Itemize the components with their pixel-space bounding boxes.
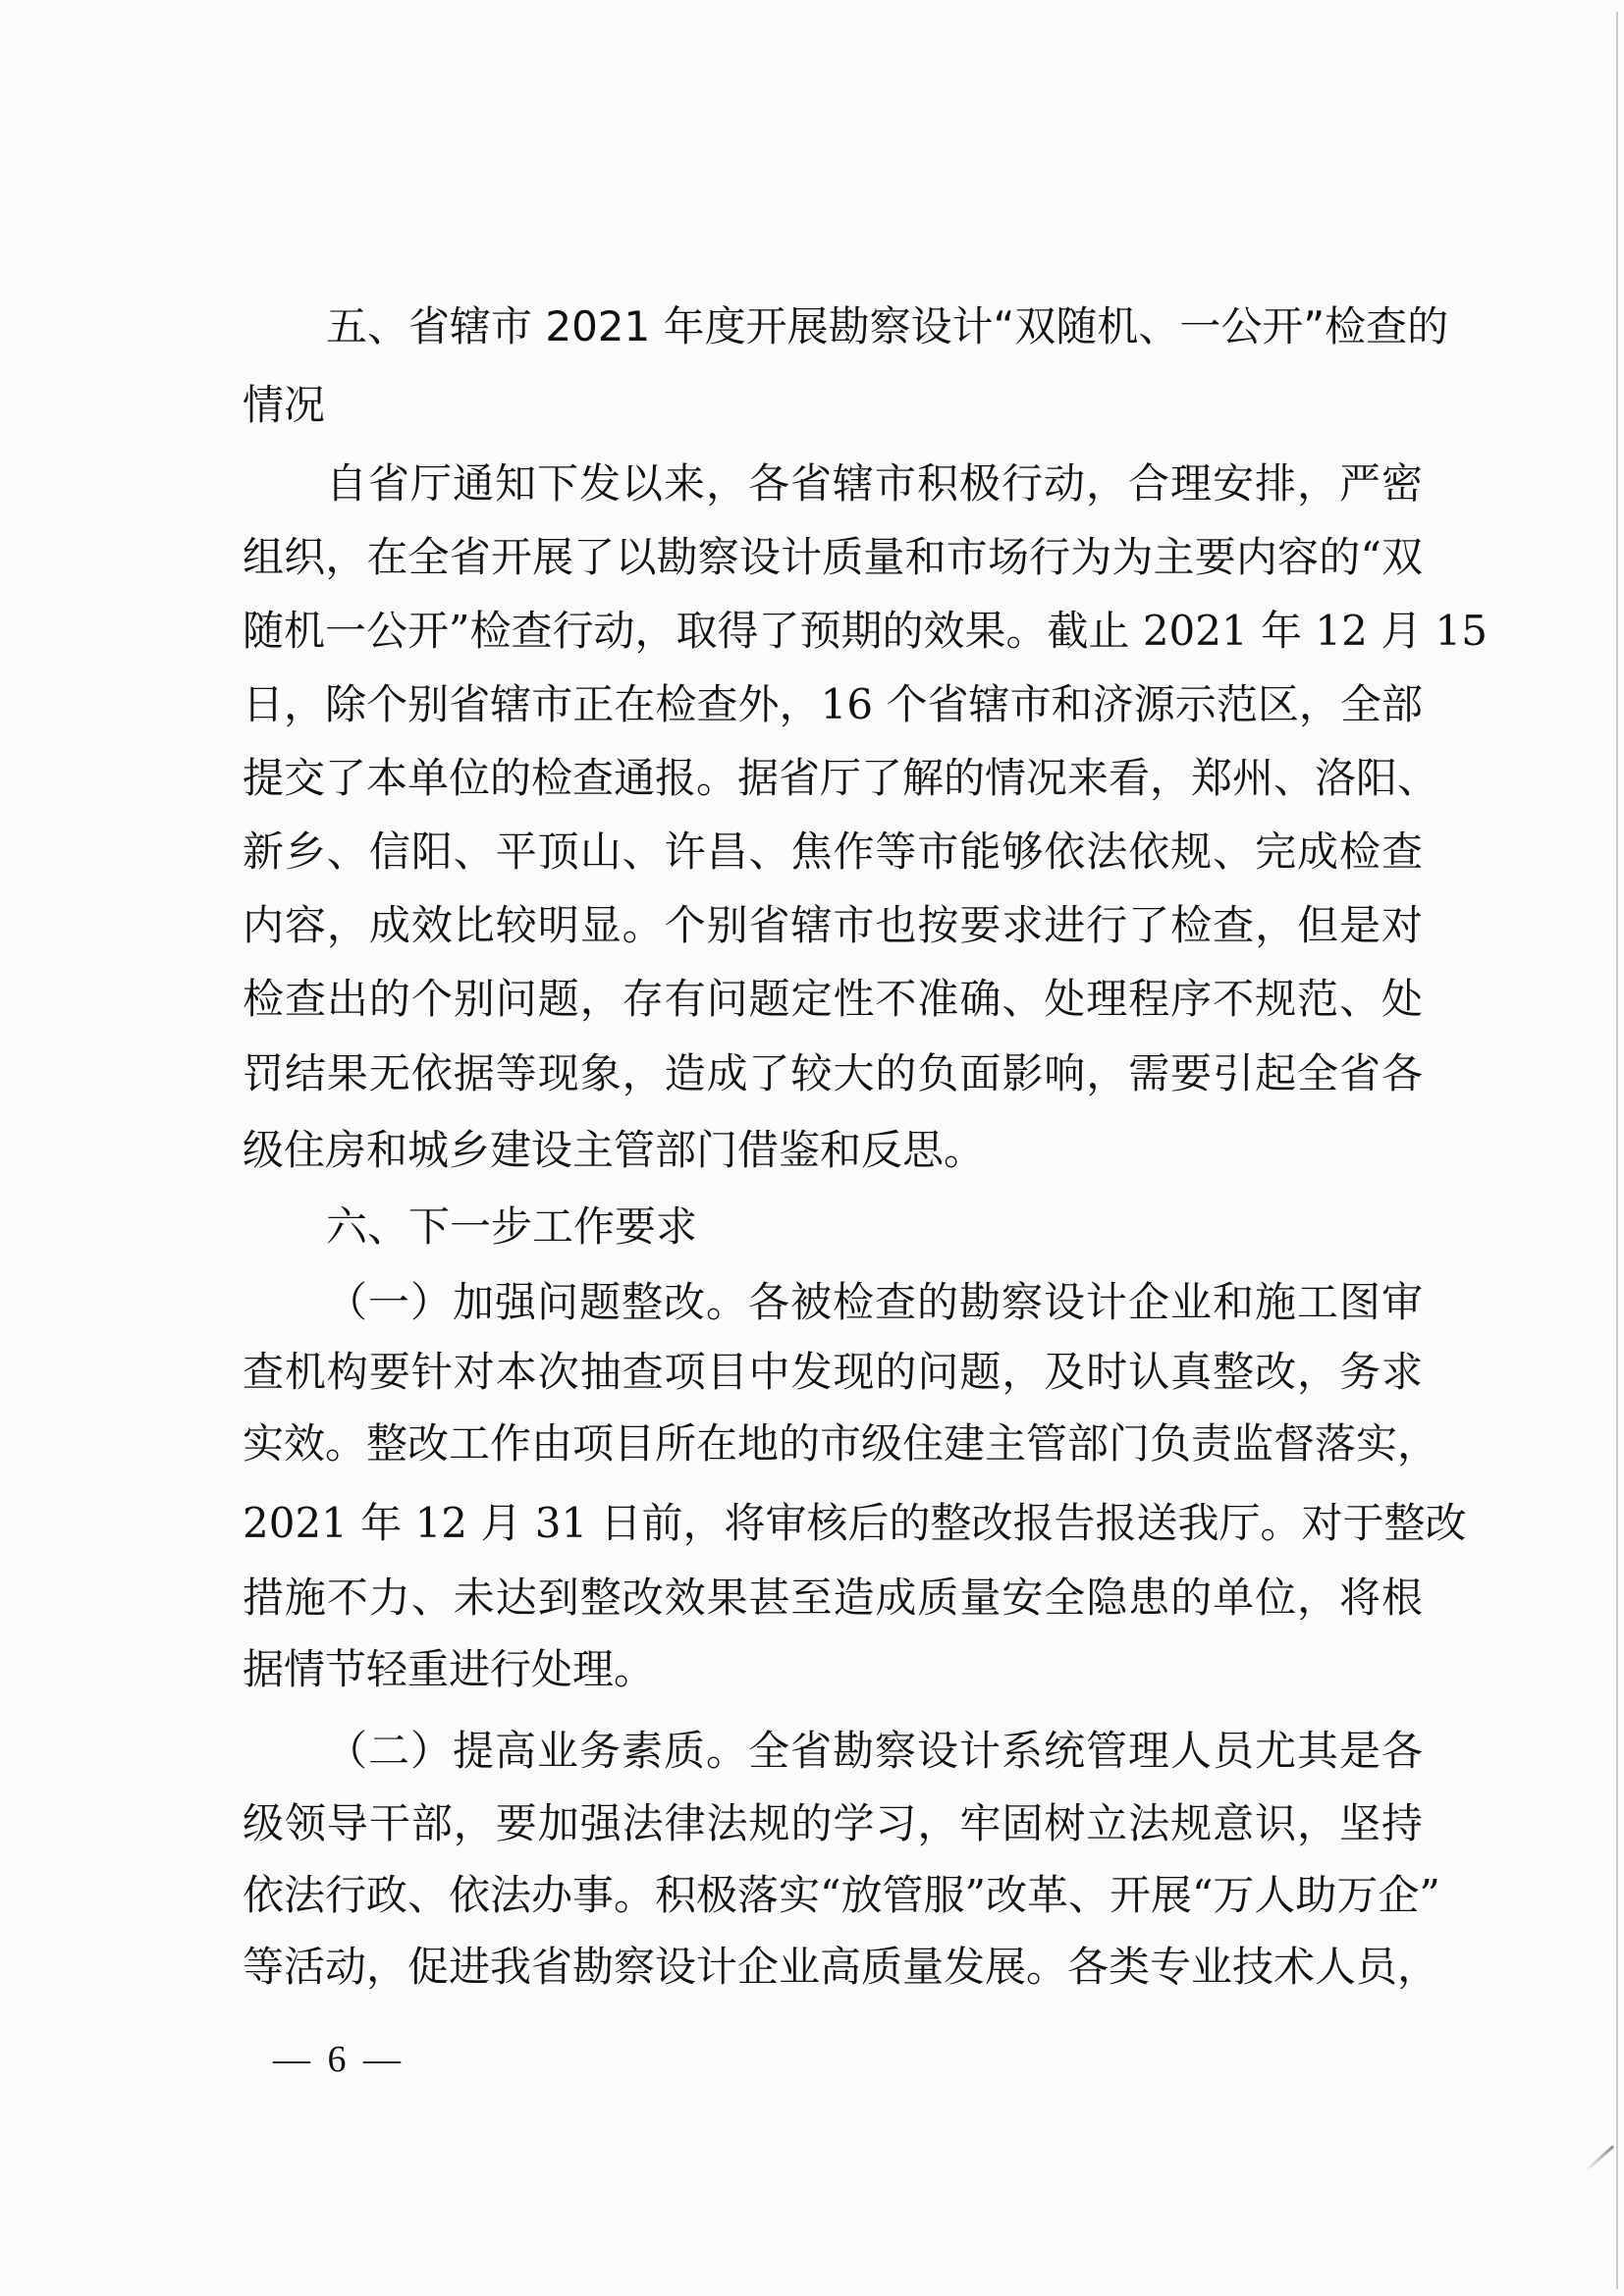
paragraph-line: 提交了本单位的检查通报。据省厅了解的情况来看，郑州、洛阳、 — [243, 754, 1439, 802]
page-edge — [1616, 12, 1618, 2289]
section-5-heading-line-2: 情况 — [243, 381, 326, 429]
paragraph-line: （二）提高业务素质。全省勘察设计系统管理人员尤其是各 — [326, 1727, 1423, 1775]
paragraph-line: 组织，在全省开展了以勘察设计质量和市场行为为主要内容的“双 — [243, 533, 1423, 581]
scan-mark — [1585, 2145, 1614, 2172]
section-6-heading: 六、下一步工作要求 — [326, 1202, 698, 1251]
paragraph-line: 级领导干部，要加强法律法规的学习，牢固树立法规意识，坚持 — [243, 1799, 1423, 1847]
paragraph-line: 日，除个别省辖市正在检查外，16 个省辖市和济源示范区，全部 — [243, 680, 1423, 728]
paragraph-line: 依法行政、依法办事。积极落实“放管服”改革、开展“万人助万企” — [243, 1871, 1440, 1919]
section-5-heading-line-1: 五、省辖市 2021 年度开展勘察设计“双随机、一公开”检查的 — [326, 302, 1449, 350]
paragraph-line: 级住房和城乡建设主管部门借鉴和反思。 — [243, 1126, 986, 1174]
paragraph-line: 查机构要针对本次抽查项目中发现的问题，及时认真整改，务求 — [243, 1348, 1423, 1396]
paragraph-line: 措施不力、未达到整改效果甚至造成质量安全隐患的单位，将根 — [243, 1574, 1423, 1622]
paragraph-line: 据情节轻重进行处理。 — [243, 1645, 656, 1693]
paragraph-line: 2021 年 12 月 31 日前，将审核后的整改报告报送我厅。对于整改 — [243, 1499, 1467, 1547]
paragraph-line: 新乡、信阳、平顶山、许昌、焦作等市能够依法依规、完成检查 — [243, 828, 1423, 876]
paragraph-line: 检查出的个别问题，存有问题定性不准确、处理程序不规范、处 — [243, 975, 1423, 1023]
paragraph-line: 自省厅通知下发以来，各省辖市积极行动，合理安排，严密 — [326, 459, 1423, 507]
paragraph-line: 罚结果无依据等现象，造成了较大的负面影响，需要引起全省各 — [243, 1049, 1423, 1097]
paragraph-line: （一）加强问题整改。各被检查的勘察设计企业和施工图审 — [326, 1278, 1423, 1326]
paragraph-line: 内容，成效比较明显。个别省辖市也按要求进行了检查，但是对 — [243, 901, 1423, 949]
paragraph-line: 随机一公开”检查行动，取得了预期的效果。截止 2021 年 12 月 15 — [243, 607, 1488, 655]
paragraph-line: 等活动，促进我省勘察设计企业高质量发展。各类专业技术人员， — [243, 1943, 1439, 1991]
paragraph-line: 实效。整改工作由项目所在地的市级住建主管部门负责监督落实， — [243, 1419, 1439, 1468]
page-number: — 6 — — [273, 2039, 405, 2080]
